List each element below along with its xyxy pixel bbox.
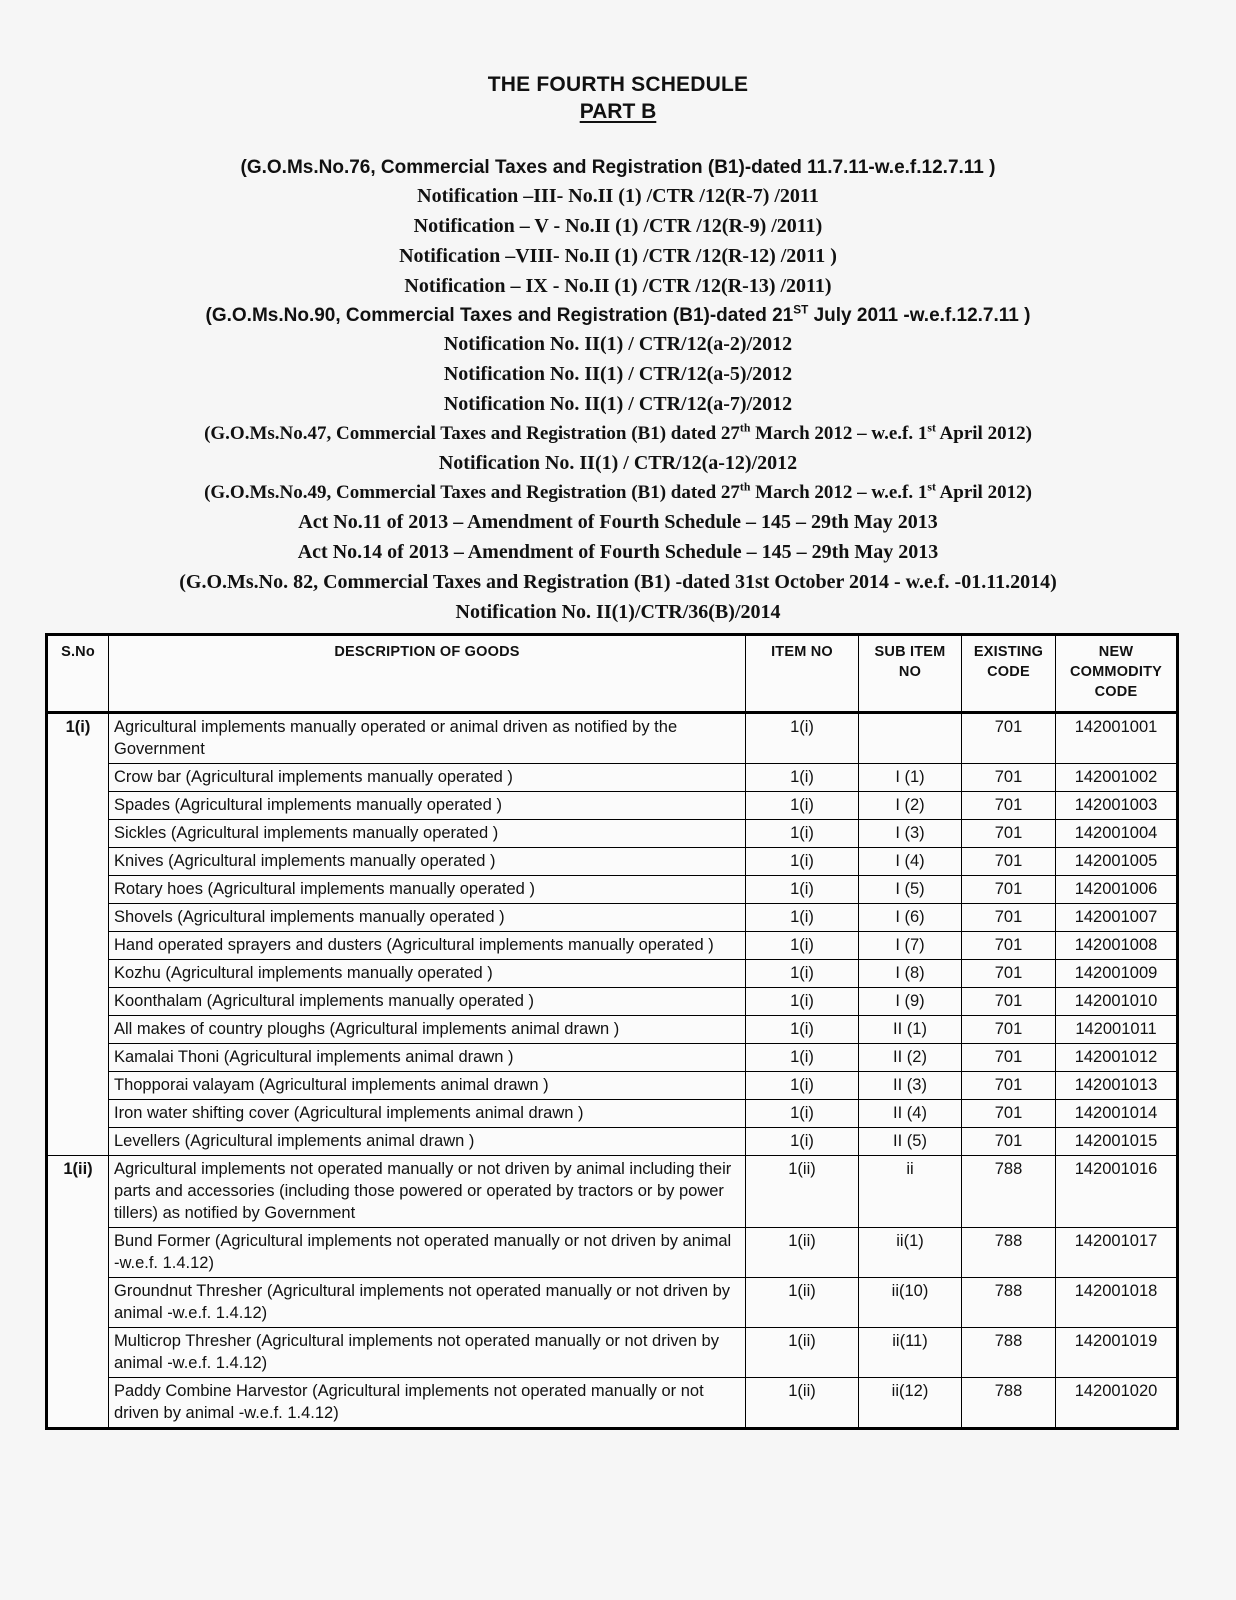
cell-existing-code: 701 (962, 1044, 1056, 1072)
cell-sno: 1(ii) (47, 1156, 109, 1429)
cell-new-commodity-code: 142001015 (1056, 1128, 1178, 1156)
cell-new-commodity-code: 142001001 (1056, 713, 1178, 764)
table-header-row (47, 635, 1178, 713)
preamble-line: (G.O.Ms.No. 82, Commercial Taxes and Registration (B1) -dated 31st October 2014 - w.e.f. -01.11.2014) (179, 571, 1057, 593)
table-row (47, 764, 1178, 792)
cell-description: Spades (Agricultural implements manually operated ) (109, 792, 746, 820)
table-row (47, 1016, 1178, 1044)
cell-description: Shovels (Agricultural implements manually operated ) (109, 904, 746, 932)
preamble-block (0, 155, 1236, 627)
cell-existing-code: 701 (962, 876, 1056, 904)
preamble-line: (G.O.Ms.No.90, Commercial Taxes and Registration (B1)-dated 21ST July 2011 -w.e.f.12.7.11 ) (205, 303, 1031, 326)
table-body (47, 713, 1178, 1429)
ordinal-suffix: st (927, 480, 936, 494)
cell-description: Groundnut Thresher (Agricultural implements not operated manually or not driven by animal -w.e.f. 1.4.12) (109, 1278, 746, 1328)
cell-sub-item-no: II (4) (859, 1100, 962, 1128)
preamble-line: Notification No. II(1)/CTR/36(B)/2014 (455, 601, 781, 623)
cell-sub-item-no: I (3) (859, 820, 962, 848)
cell-description: Rotary hoes (Agricultural implements manually operated ) (109, 876, 746, 904)
cell-sub-item-no: I (2) (859, 792, 962, 820)
preamble-line: (G.O.Ms.No.76, Commercial Taxes and Registration (B1)-dated 11.7.11-w.e.f.12.7.11 ) (240, 157, 996, 178)
table-row (47, 1278, 1178, 1328)
existing-code-line1: EXISTING (973, 644, 1044, 660)
cell-sub-item-no: ii(11) (859, 1328, 962, 1378)
schedule-table-wrap (45, 633, 1191, 1430)
cell-sub-item-no: ii(10) (859, 1278, 962, 1328)
cell-new-commodity-code: 142001013 (1056, 1072, 1178, 1100)
cell-item-no: 1(i) (746, 820, 859, 848)
cell-existing-code: 701 (962, 904, 1056, 932)
cell-new-commodity-code: 142001004 (1056, 820, 1178, 848)
column-header-sno: S.No (47, 635, 109, 713)
cell-description: Paddy Combine Harvestor (Agricultural implements not operated manually or not driven by animal -w.e.f. 1.4.12) (109, 1378, 746, 1429)
sub-item-no-line1: SUB ITEM (874, 644, 946, 660)
cell-existing-code: 701 (962, 1128, 1056, 1156)
table-header (47, 635, 1178, 713)
cell-item-no: 1(i) (746, 1100, 859, 1128)
cell-existing-code: 701 (962, 848, 1056, 876)
cell-sub-item-no: ii(12) (859, 1378, 962, 1429)
cell-description: Thopporai valayam (Agricultural implements animal drawn ) (109, 1072, 746, 1100)
cell-existing-code: 701 (962, 820, 1056, 848)
cell-existing-code: 788 (962, 1378, 1056, 1429)
column-header-item-no: ITEM NO (746, 635, 859, 713)
table-row (47, 792, 1178, 820)
cell-item-no: 1(i) (746, 713, 859, 764)
cell-new-commodity-code: 142001003 (1056, 792, 1178, 820)
cell-existing-code: 701 (962, 988, 1056, 1016)
preamble-line: (G.O.Ms.No.49, Commercial Taxes and Registration (B1) dated 27th March 2012 – w.e.f. 1st April 2012) (204, 480, 1032, 503)
page-title: THE FOURTH SCHEDULE (487, 73, 749, 96)
cell-sub-item-no: ii(1) (859, 1228, 962, 1278)
preamble-line: Notification No. II(1) / CTR/12(a-12)/2012 (438, 452, 798, 474)
table-row (47, 1328, 1178, 1378)
table-row (47, 960, 1178, 988)
cell-description: Agricultural implements not operated manually or not driven by animal including their parts and accessories (including those powered or operated by tractors or by power tillers) as notified by Government (109, 1156, 746, 1228)
ordinal-suffix: th (739, 421, 751, 435)
cell-description: Iron water shifting cover (Agricultural implements animal drawn ) (109, 1100, 746, 1128)
page-subtitle (0, 98, 1236, 125)
cell-item-no: 1(i) (746, 1072, 859, 1100)
preamble-line: Act No.11 of 2013 – Amendment of Fourth Schedule – 145 – 29th May 2013 (298, 511, 938, 533)
cell-existing-code: 701 (962, 792, 1056, 820)
cell-item-no: 1(ii) (746, 1156, 859, 1228)
cell-item-no: 1(i) (746, 1128, 859, 1156)
cell-new-commodity-code: 142001002 (1056, 764, 1178, 792)
cell-item-no: 1(i) (746, 932, 859, 960)
cell-description: Multicrop Thresher (Agricultural implements not operated manually or not driven by animal -w.e.f. 1.4.12) (109, 1328, 746, 1378)
cell-sub-item-no: I (7) (859, 932, 962, 960)
table-row (47, 1100, 1178, 1128)
table-row (47, 1378, 1178, 1429)
preamble-line: Notification –III- No.II (1) /CTR /12(R-7) /2011 (417, 185, 819, 207)
cell-sub-item-no: II (2) (859, 1044, 962, 1072)
cell-item-no: 1(i) (746, 1044, 859, 1072)
cell-sub-item-no: I (8) (859, 960, 962, 988)
cell-existing-code: 788 (962, 1278, 1056, 1328)
cell-item-no: 1(i) (746, 904, 859, 932)
cell-description: Knives (Agricultural implements manually operated ) (109, 848, 746, 876)
cell-existing-code: 701 (962, 764, 1056, 792)
ordinal-suffix: th (739, 480, 751, 494)
cell-description: Kamalai Thoni (Agricultural implements animal drawn ) (109, 1044, 746, 1072)
cell-description: Hand operated sprayers and dusters (Agricultural implements manually operated ) (109, 932, 746, 960)
preamble-line: Notification No. II(1) / CTR/12(a-2)/2012 (443, 333, 793, 355)
column-header-description: DESCRIPTION OF GOODS (109, 635, 746, 713)
new-code-line2: COMMODITY (1069, 664, 1162, 680)
cell-new-commodity-code: 142001005 (1056, 848, 1178, 876)
preamble-line: Notification No. II(1) / CTR/12(a-5)/2012 (443, 363, 793, 385)
cell-description: Agricultural implements manually operated or animal driven as notified by the Government (109, 713, 746, 764)
cell-new-commodity-code: 142001011 (1056, 1016, 1178, 1044)
table-row (47, 876, 1178, 904)
cell-description: Koonthalam (Agricultural implements manually operated ) (109, 988, 746, 1016)
preamble-line: Notification – IX - No.II (1) /CTR /12(R-13) /2011) (404, 275, 832, 297)
cell-new-commodity-code: 142001019 (1056, 1328, 1178, 1378)
cell-sub-item-no: I (1) (859, 764, 962, 792)
preamble-line: Notification –VIII- No.II (1) /CTR /12(R-12) /2011 ) (399, 245, 837, 267)
table-row (47, 713, 1178, 764)
new-code-line1: NEW (1098, 644, 1134, 660)
sub-item-no-line2: NO (898, 664, 922, 680)
column-header-sub-item-no (859, 635, 962, 713)
cell-item-no: 1(ii) (746, 1328, 859, 1378)
cell-item-no: 1(i) (746, 988, 859, 1016)
cell-sub-item-no: I (5) (859, 876, 962, 904)
cell-sub-item-no: I (6) (859, 904, 962, 932)
table-row (47, 820, 1178, 848)
cell-sub-item-no (859, 713, 962, 764)
ordinal-suffix: st (927, 421, 936, 435)
cell-description: Sickles (Agricultural implements manually operated ) (109, 820, 746, 848)
cell-sub-item-no: II (1) (859, 1016, 962, 1044)
table-row (47, 848, 1178, 876)
cell-existing-code: 788 (962, 1156, 1056, 1228)
cell-new-commodity-code: 142001014 (1056, 1100, 1178, 1128)
cell-existing-code: 701 (962, 713, 1056, 764)
cell-new-commodity-code: 142001012 (1056, 1044, 1178, 1072)
table-row (47, 932, 1178, 960)
cell-sub-item-no: ii (859, 1156, 962, 1228)
table-row (47, 1128, 1178, 1156)
document-heading (0, 0, 1236, 627)
ordinal-suffix: ST (793, 303, 809, 317)
table-row (47, 988, 1178, 1016)
preamble-line: (G.O.Ms.No.47, Commercial Taxes and Registration (B1) dated 27th March 2012 – w.e.f. 1st April 2012) (204, 421, 1032, 444)
cell-sno: 1(i) (47, 713, 109, 1156)
table-row (47, 1156, 1178, 1228)
cell-new-commodity-code: 142001017 (1056, 1228, 1178, 1278)
cell-item-no: 1(i) (746, 764, 859, 792)
cell-item-no: 1(i) (746, 848, 859, 876)
cell-new-commodity-code: 142001006 (1056, 876, 1178, 904)
cell-new-commodity-code: 142001007 (1056, 904, 1178, 932)
cell-item-no: 1(i) (746, 1016, 859, 1044)
part-label: PART B (579, 100, 657, 123)
cell-description: All makes of country ploughs (Agricultural implements animal drawn ) (109, 1016, 746, 1044)
cell-sub-item-no: I (9) (859, 988, 962, 1016)
table-row (47, 1044, 1178, 1072)
cell-existing-code: 701 (962, 1100, 1056, 1128)
cell-new-commodity-code: 142001020 (1056, 1378, 1178, 1429)
cell-existing-code: 701 (962, 1016, 1056, 1044)
cell-existing-code: 788 (962, 1228, 1056, 1278)
preamble-line: Notification – V - No.II (1) /CTR /12(R-9) /2011) (413, 215, 823, 237)
cell-existing-code: 701 (962, 960, 1056, 988)
schedule-table (45, 633, 1179, 1430)
new-code-line3: CODE (1094, 684, 1138, 700)
column-header-new-commodity-code (1056, 635, 1178, 713)
table-row (47, 1072, 1178, 1100)
cell-item-no: 1(ii) (746, 1378, 859, 1429)
cell-sub-item-no: I (4) (859, 848, 962, 876)
cell-description: Crow bar (Agricultural implements manually operated ) (109, 764, 746, 792)
cell-description: Bund Former (Agricultural implements not operated manually or not driven by animal -w.e.f. 1.4.12) (109, 1228, 746, 1278)
cell-existing-code: 788 (962, 1328, 1056, 1378)
cell-sub-item-no: II (3) (859, 1072, 962, 1100)
cell-new-commodity-code: 142001009 (1056, 960, 1178, 988)
table-row (47, 1228, 1178, 1278)
cell-new-commodity-code: 142001018 (1056, 1278, 1178, 1328)
existing-code-line2: CODE (987, 664, 1030, 680)
cell-item-no: 1(ii) (746, 1278, 859, 1328)
cell-item-no: 1(i) (746, 792, 859, 820)
preamble-line: Act No.14 of 2013 – Amendment of Fourth Schedule – 145 – 29th May 2013 (297, 541, 939, 563)
cell-item-no: 1(ii) (746, 1228, 859, 1278)
cell-new-commodity-code: 142001008 (1056, 932, 1178, 960)
cell-item-no: 1(i) (746, 960, 859, 988)
cell-existing-code: 701 (962, 1072, 1056, 1100)
cell-item-no: 1(i) (746, 876, 859, 904)
cell-sub-item-no: II (5) (859, 1128, 962, 1156)
cell-description: Levellers (Agricultural implements animal drawn ) (109, 1128, 746, 1156)
cell-existing-code: 701 (962, 932, 1056, 960)
preamble-line: Notification No. II(1) / CTR/12(a-7)/2012 (443, 393, 793, 415)
cell-new-commodity-code: 142001016 (1056, 1156, 1178, 1228)
column-header-existing-code (962, 635, 1056, 713)
cell-description: Kozhu (Agricultural implements manually operated ) (109, 960, 746, 988)
table-row (47, 904, 1178, 932)
cell-new-commodity-code: 142001010 (1056, 988, 1178, 1016)
